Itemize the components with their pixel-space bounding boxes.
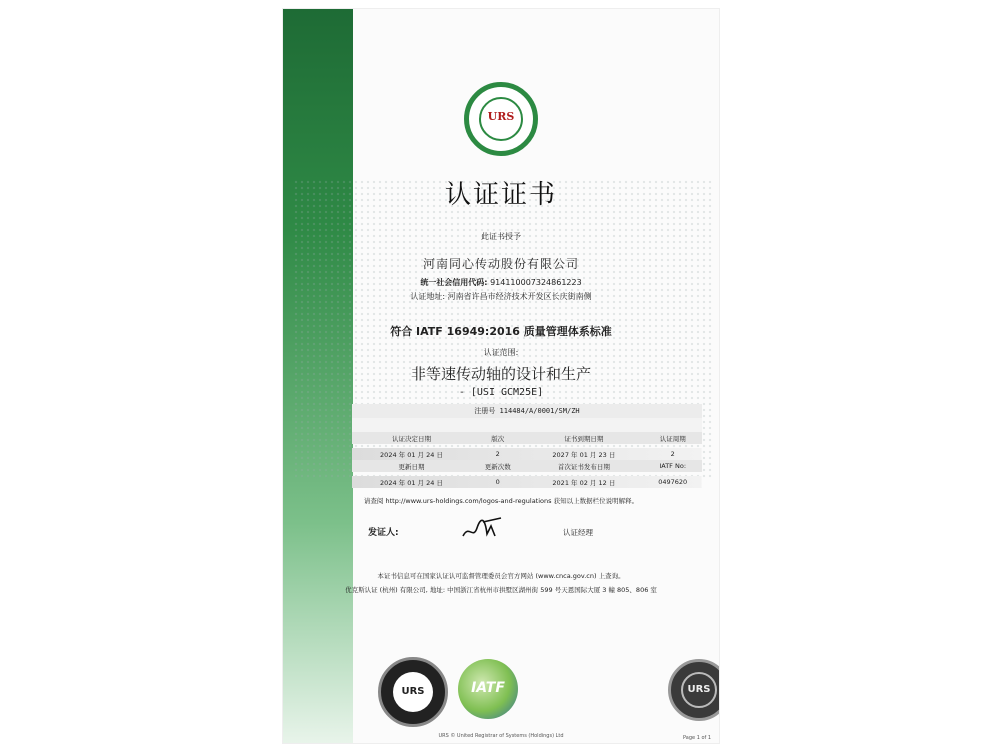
table-cell: 更新次数: [484, 462, 511, 471]
issuer-label: 发证人:: [368, 528, 399, 538]
iatf-logo: [458, 659, 518, 719]
table-cell: 2: [670, 450, 675, 458]
table-row: [352, 476, 702, 488]
company-footer: 优克斯认证 (杭州) 有限公司, 地址: 中国浙江省杭州市拱墅区湖州街 599 号天恩国际大厦 3 幢 805、806 室: [345, 586, 657, 594]
certification-scope: 非等速传动轴的设计和生产: [410, 365, 591, 383]
certificate-info-table: [352, 432, 702, 488]
table-cell: 2024 年 01 月 24 日: [380, 478, 443, 487]
verify-instructions: 请查阅 http://www.urs-holdings.com/logos-and-regulations 获知以上数据栏位说明解释。: [363, 497, 639, 505]
standard-statement: 符合 IATF 16949:2016 质量管理体系标准: [390, 325, 612, 338]
stamp-abbr: URS: [681, 672, 717, 708]
table-cell: 2: [495, 450, 500, 458]
granted-to-label: 此证书授予: [481, 232, 521, 241]
seal-abbr: URS: [393, 672, 433, 712]
manager-label: 认证经理: [563, 528, 593, 537]
credit-code-value: 914110007324861223: [490, 278, 582, 287]
table-cell: 证书到期日期: [564, 434, 604, 443]
scope-label: 认证范围:: [483, 348, 519, 357]
iatf-logo-text: IATF: [471, 680, 505, 696]
company-name: 河南同心传动股份有限公司: [422, 257, 579, 271]
urs-iatf-seal: [378, 657, 448, 727]
urs-logo-seal: [464, 82, 538, 156]
table-cell: 认证决定日期: [392, 434, 431, 443]
urs-logo-text: URS: [487, 110, 515, 123]
table-cell: 版次: [491, 434, 505, 443]
table-cell: 认证周期: [659, 434, 686, 443]
embossed-stamp: [668, 659, 720, 721]
table-cell: 2021 年 02 月 12 日: [552, 478, 616, 487]
page-number: Page 1 of 1: [683, 735, 712, 741]
certificate-paper: [282, 8, 720, 744]
table-cell: 2027 年 01 月 23 日: [552, 450, 616, 459]
footer-line: URS © United Registrar of Systems (Holdings) Ltd: [438, 733, 564, 739]
table-cell: IATF No:: [659, 462, 687, 470]
scope-code: - [USI GCM25E]: [458, 387, 544, 398]
table-cell: 0: [495, 478, 500, 486]
fine-print-band: [352, 418, 702, 432]
registration-number: 注册号 114484/A/0001/SM/ZH: [352, 404, 702, 418]
credit-code-label: 统一社会信用代码:: [420, 278, 488, 287]
signature: [461, 514, 507, 542]
table-cell: 0497620: [658, 478, 688, 486]
table-cell: 首次证书发布日期: [557, 462, 610, 471]
certified-address: 认证地址: 河南省许昌市经济技术开发区长庆街南侧: [410, 292, 592, 301]
certificate-title: 认证证书: [444, 180, 557, 210]
credit-code-line: [283, 277, 719, 288]
online-query-text: 本证书信息可在国家认证认可监督管理委员会官方网站 (www.cnca.gov.cn) 上查询。: [377, 572, 625, 580]
table-row: [352, 448, 702, 460]
table-row: [352, 460, 702, 472]
table-row: [352, 432, 702, 444]
table-cell: 更新日期: [398, 462, 425, 471]
table-cell: 2024 年 01 月 24 日: [380, 450, 443, 459]
